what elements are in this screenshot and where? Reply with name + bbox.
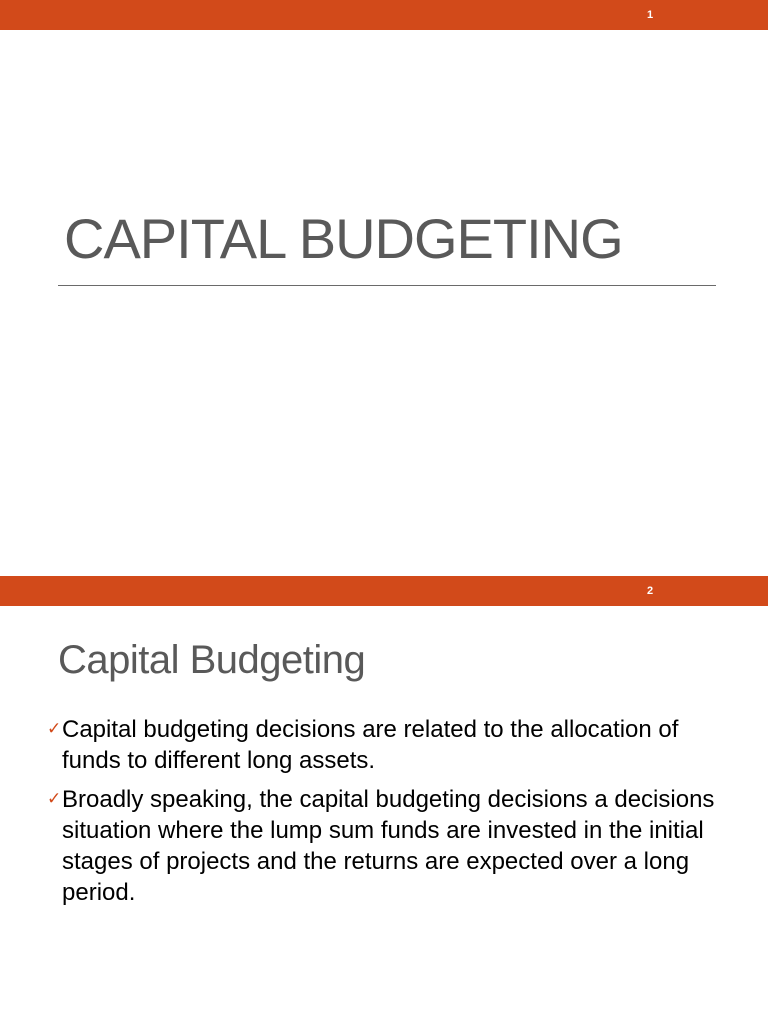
bullet-list (46, 714, 736, 916)
slide-2 (0, 576, 768, 1024)
checkmark-icon: ✓ (47, 789, 62, 809)
title-divider (58, 285, 716, 286)
bullet-text: Broadly speaking, the capital budgeting decisions a decisions situation where the lump sum funds are invested in the initial stages of projects and the returns are expected over a long period. (62, 786, 715, 906)
slide-header-bar (0, 0, 768, 30)
checkmark-icon: ✓ (47, 719, 62, 739)
slide-title: Capital Budgeting (58, 638, 366, 682)
slide-title: CAPITAL BUDGETING (64, 207, 623, 270)
slide-number: 2 (646, 585, 654, 597)
bullet-item (46, 714, 736, 776)
bullet-text: Capital budgeting decisions are related to the allocation of funds to different long assets. (62, 716, 679, 774)
slide-header-bar (0, 576, 768, 606)
bullet-item (46, 784, 736, 908)
slide-number: 1 (646, 9, 654, 21)
